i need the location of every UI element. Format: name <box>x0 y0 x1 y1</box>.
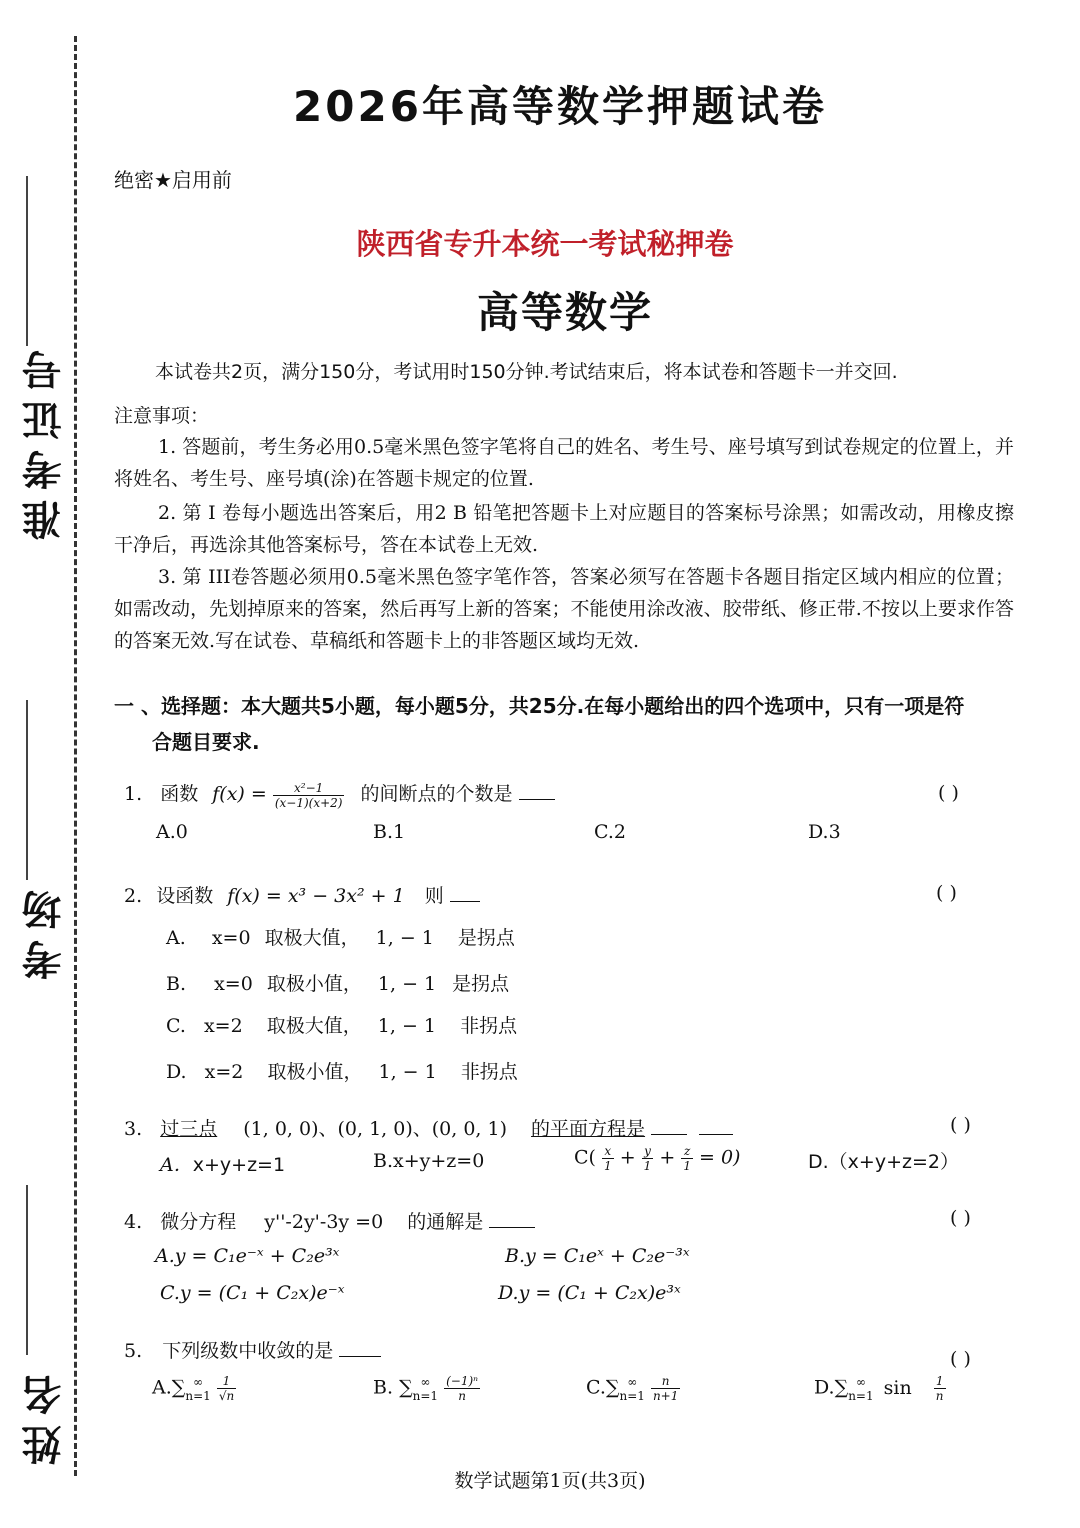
q2-d-tail: 非拐点 <box>460 1061 518 1083</box>
q1-frac-num: x²−1 <box>273 781 345 796</box>
q5-d-frac: $\frac{1}{n}$ <box>935 1374 944 1403</box>
q2-d-point: 1, − 1 <box>378 1061 437 1083</box>
q5-a-sum: ∑ <box>171 1376 186 1399</box>
q4-eq: y''-2y'-3y =0 <box>264 1211 384 1233</box>
q5-d-sum: ∑ <box>834 1376 849 1399</box>
q4-option-d: D.y = (C₁ + C₂x)e³ˣ <box>498 1282 681 1304</box>
q5-b-frac: $\frac{\text{(−1)ⁿ}}{n}$ <box>446 1374 479 1403</box>
exam-id-label: 准考证号 <box>22 340 68 540</box>
notice-item-3: 3. 第 III卷答题必须用0.5毫米黑色签字笔作答，答案必须写在答题卡各题目指定区域内相应的位置；如需改动，先划掉原来的答案，然后再写上新的答案；不能使用涂改液、胶带纸、修正带.不按以上要求作答的答案无效.写在试卷、草稿纸和答题卡上的非答题区域均无效. <box>114 566 1014 652</box>
q1-option-a: A.0 <box>156 821 188 843</box>
q2-a-desc: 取极大值， <box>264 927 360 949</box>
question-2 <box>124 881 480 908</box>
q5-d-limits: ∞ n=1 <box>848 1374 874 1403</box>
q5-option-c <box>586 1374 680 1403</box>
q2-option-c <box>166 1011 517 1038</box>
q1-post: 的间断点的个数是 <box>360 783 513 805</box>
q5-c-letter: C. <box>586 1376 606 1399</box>
q4-pre: 微分方程 <box>160 1211 237 1233</box>
q1-frac-den: (x−1)(x+2) <box>274 795 343 810</box>
q3-option-c: C( $\frac{x}{1}$ + $\frac{y}{1}$ + $\frac{z}{1}$ = 0) <box>574 1144 741 1173</box>
q5-option-b <box>373 1374 480 1403</box>
q3-c-letter: C( <box>574 1146 596 1169</box>
q2-d-letter: D. <box>166 1061 187 1083</box>
q2-number: 2. <box>124 885 143 907</box>
subject-title: 高等数学 <box>476 288 653 337</box>
q5-option-d <box>814 1374 946 1403</box>
q5-number: 5. <box>124 1340 143 1362</box>
q5-c-frac: $\frac{n}{n+1}$ <box>652 1374 679 1403</box>
q3-a-letter: A． <box>160 1154 193 1176</box>
secret-label: 绝密★启用前 <box>114 168 232 192</box>
page-footer: 数学试题第1页(共3页) <box>454 1470 646 1492</box>
notice-item-1: 1. 答题前，考生务必用0.5毫米黑色签字笔将自己的姓名、考生号、座号填写到试卷规定的位置上，并将姓名、考生号、座号填(涂)在答题卡规定的位置. <box>114 436 1014 490</box>
q4-option-b: B.y = C₁eˣ + C₂e⁻³ˣ <box>505 1245 690 1267</box>
q2-b-desc: 取极小值， <box>266 973 362 995</box>
q2-b-tail: 是拐点 <box>452 973 510 995</box>
q3-option-b: B.x+y+z=0 <box>373 1150 485 1172</box>
section-heading <box>114 688 1014 760</box>
exam-title: 2026年高等数学押题试卷 <box>293 82 827 131</box>
notice-item-2: 2. 第 I 卷每小题选出答案后，用2 B 铅笔把答题卡上对应题目的答案标号涂黑；如需改动，用橡皮擦干净后，再选涂其他答案标号，答在本试卷上无效. <box>114 502 1014 556</box>
q3-option-d: D.（x+y+z=2） <box>808 1151 959 1173</box>
q3-c-frac-x: $\frac{x}{1}$ <box>604 1144 612 1173</box>
room-fill-line <box>26 700 28 880</box>
q3-c-frac-y: $\frac{y}{1}$ <box>643 1144 652 1173</box>
q3-pre: 过三点 <box>160 1118 218 1140</box>
q2-answer-paren: ( ) <box>936 882 957 904</box>
room-label: 考场 <box>22 880 68 980</box>
q3-points: (1, 0, 0)、(0, 1, 0)、(0, 0, 1) <box>243 1118 507 1140</box>
q2-blank <box>450 883 480 902</box>
q3-blank-2 <box>699 1116 733 1135</box>
q2-a-point: 1, − 1 <box>375 927 434 949</box>
section-heading-line1: 一 、选择题：本大题共5小题，每小题5分，共25分.在每小题给出的四个选项中，只有一项是符 <box>114 694 965 718</box>
q5-b-limits: ∞ n=1 <box>412 1374 439 1403</box>
q2-expr: f(x) = x³ − 3x² + 1 <box>227 885 405 907</box>
q1-option-b: B.1 <box>373 821 406 843</box>
q4-number: 4. <box>124 1211 143 1233</box>
q5-text: 下列级数中收敛的是 <box>162 1340 334 1362</box>
q4-option-a: A.y = C₁e⁻ˣ + C₂e³ˣ <box>155 1245 340 1267</box>
q1-fx: f(x) = <box>212 783 267 805</box>
q1-answer-paren: ( ) <box>938 782 959 804</box>
q2-a-letter: A. <box>166 927 186 949</box>
q3-option-a <box>160 1150 285 1177</box>
q2-post: 则 <box>424 885 444 907</box>
q2-d-cond: x=2 <box>204 1061 244 1083</box>
q3-a-text: x+y+z=1 <box>192 1154 286 1176</box>
q1-option-d: D.3 <box>808 821 841 843</box>
q3-c-frac-z: $\frac{z}{1}$ <box>683 1144 691 1173</box>
q4-post: 的通解是 <box>407 1211 484 1233</box>
q1-fraction <box>273 781 345 810</box>
question-5 <box>124 1336 381 1363</box>
q5-a-letter: A. <box>152 1376 172 1399</box>
q5-a-frac: $\frac{1}{√n}$ <box>218 1374 235 1403</box>
name-fill-line <box>26 1185 28 1355</box>
question-3 <box>124 1114 733 1141</box>
red-subtitle: 陕西省专升本统一考试秘押卷 <box>356 227 734 261</box>
q2-d-desc: 取极小值， <box>267 1061 363 1083</box>
q1-option-c: C.2 <box>594 821 626 843</box>
question-1 <box>124 779 555 810</box>
q5-d-letter: D. <box>814 1376 835 1399</box>
q3-c-tail: = 0) <box>699 1146 741 1169</box>
name-label: 姓名 <box>22 1365 68 1465</box>
q1-number: 1. <box>124 783 143 805</box>
q5-option-a <box>152 1374 236 1403</box>
question-4 <box>124 1207 535 1234</box>
q1-blank <box>519 781 555 800</box>
q2-c-point: 1, − 1 <box>377 1015 437 1037</box>
q5-c-limits: ∞ n=1 <box>619 1374 645 1403</box>
q5-b-letter: B. <box>373 1376 394 1399</box>
q2-c-cond: x=2 <box>203 1015 243 1037</box>
q2-pre: 设函数 <box>156 885 214 907</box>
q3-post: 的平面方程是 <box>531 1118 646 1140</box>
q2-b-point: 1, − 1 <box>377 973 437 995</box>
q2-c-letter: C. <box>166 1015 186 1037</box>
q5-d-sin: sin <box>883 1376 912 1399</box>
q2-option-d <box>166 1057 518 1084</box>
q2-option-a <box>166 923 515 950</box>
section-heading-line2: 合题目要求. <box>152 730 260 754</box>
q2-b-letter: B. <box>166 973 187 995</box>
q2-a-cond: x=0 <box>211 927 251 949</box>
q5-a-limits: ∞ n=1 <box>185 1374 211 1403</box>
q4-blank <box>489 1209 535 1228</box>
q2-c-desc: 取极大值， <box>266 1015 362 1037</box>
q2-c-tail: 非拐点 <box>460 1015 518 1037</box>
q5-b-sum: ∑ <box>399 1376 413 1399</box>
q3-number: 3. <box>124 1118 143 1140</box>
notice-heading: 注意事项： <box>114 405 210 427</box>
q3-blank-1 <box>651 1116 687 1135</box>
q3-answer-paren: ( ) <box>950 1114 971 1136</box>
q1-pre: 函数 <box>160 783 199 805</box>
q4-option-c: C.y = (C₁ + C₂x)e⁻ˣ <box>160 1282 345 1304</box>
exam-intro: 本试卷共2页，满分150分，考试用时150分钟.考试结束后，将本试卷和答题卡一并交回. <box>155 361 898 383</box>
q4-answer-paren: ( ) <box>950 1207 971 1229</box>
q2-b-cond: x=0 <box>214 973 253 995</box>
q2-option-b <box>166 969 509 996</box>
q5-blank <box>339 1338 381 1357</box>
q2-a-tail: 是拐点 <box>457 927 515 949</box>
q5-answer-paren: ( ) <box>950 1348 971 1370</box>
q5-c-sum: ∑ <box>605 1376 620 1399</box>
